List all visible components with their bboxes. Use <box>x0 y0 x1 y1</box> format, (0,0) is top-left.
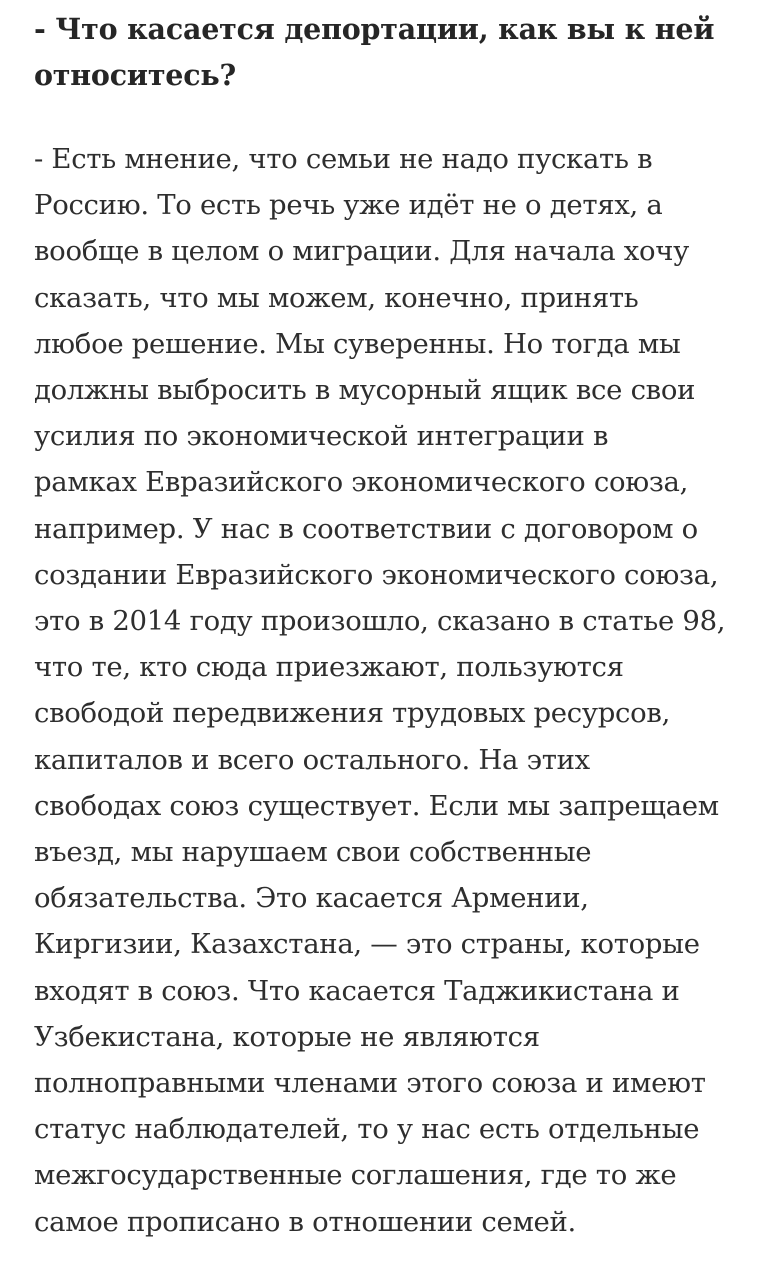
answer-line: - Есть мнение, что семьи не надо пускать в <box>34 143 653 175</box>
answer-line: рамках Евразийского экономического союза, <box>34 466 689 499</box>
answer-line: самое прописано в отношении семей. <box>34 1205 576 1238</box>
answer-line: что те, кто сюда приезжают, пользуются <box>34 651 624 684</box>
question-line: относитесь? <box>34 58 237 92</box>
interview-question <box>34 6 740 98</box>
answer-line: межгосударственные соглашения, где то же <box>34 1159 677 1192</box>
answer-line: свободах союз существует. Если мы запрещаем <box>34 789 719 822</box>
answer-line: создании Евразийского экономического союза, <box>34 558 719 591</box>
answer-line: любое решение. Мы суверенны. Но тогда мы <box>34 327 681 360</box>
interview-answer <box>34 136 740 1245</box>
answer-line: должны выбросить в мусорный ящик все свои <box>34 374 696 407</box>
article-body <box>34 0 740 1245</box>
answer-line: Узбекистана, которые не являются <box>34 1020 540 1053</box>
answer-line: полноправными членами этого союза и имеют <box>34 1067 706 1100</box>
answer-line: обязательства. Это касается Армении, <box>34 882 589 915</box>
answer-line: например. У нас в соответствии с договором о <box>34 512 698 545</box>
answer-line: усилия по экономической интеграции в <box>34 420 609 453</box>
answer-line: капиталов и всего остального. На этих <box>34 743 590 776</box>
answer-line: Россию. То есть речь уже идёт не о детях, а <box>34 189 663 222</box>
answer-line: статус наблюдателей, то у нас есть отдельные <box>34 1113 700 1146</box>
answer-line: сказать, что мы можем, конечно, принять <box>34 281 639 314</box>
answer-line: въезд, мы нарушаем свои собственные <box>34 836 592 869</box>
question-line: - Что касается депортации, как вы к ней <box>34 12 715 46</box>
answer-line: вообще в целом о миграции. Для начала хочу <box>34 235 689 268</box>
answer-line: свободой передвижения трудовых ресурсов, <box>34 697 671 730</box>
answer-line: это в 2014 году произошло, сказано в статье 98, <box>34 605 726 638</box>
answer-line: входят в союз. Что касается Таджикистана и <box>34 974 680 1007</box>
answer-line: Киргизии, Казахстана, — это страны, которые <box>34 928 700 961</box>
